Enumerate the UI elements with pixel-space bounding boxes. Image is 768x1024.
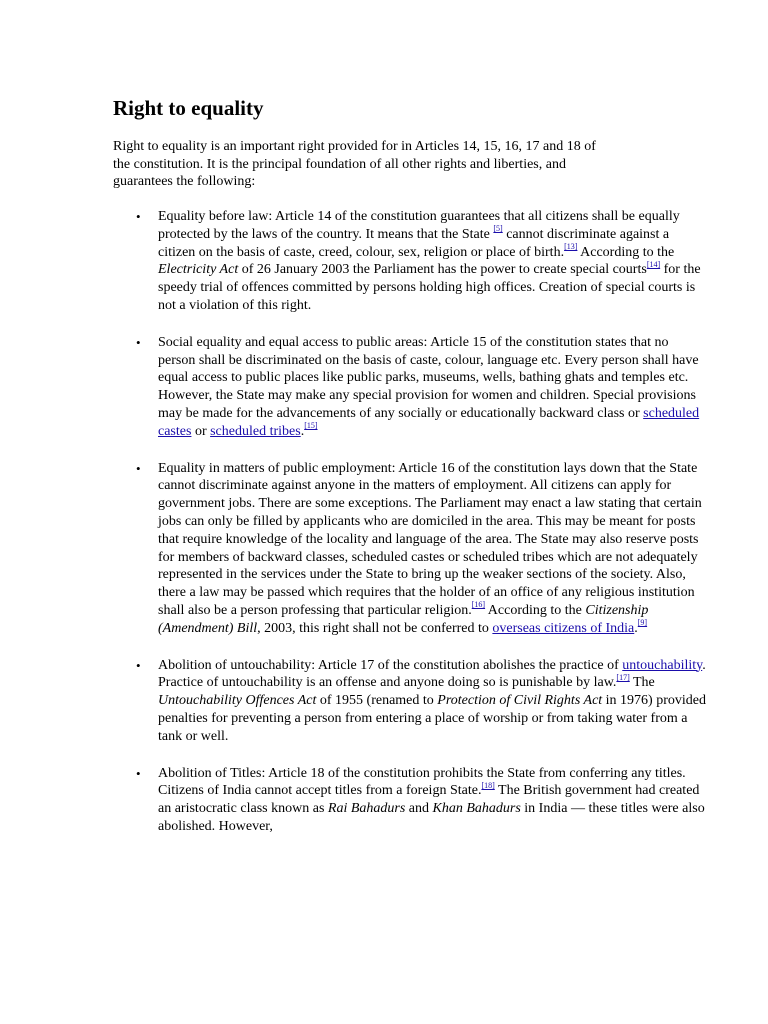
list-item-untouchability: [158, 657, 708, 746]
equality-list: [113, 208, 708, 836]
list-item-public-employment: [158, 460, 708, 638]
intro-paragraph: [113, 138, 643, 191]
citation: [472, 600, 485, 609]
intro-line: the constitution. It is the principal foundation of all other rights and liberties, and: [113, 156, 566, 172]
item-text: .: [300, 423, 305, 439]
scheduled-castes-link[interactable]: scheduled castes: [158, 405, 700, 439]
item-text: Equality before law: Article 14 of the constitution guarantees that all citizens shall be equally protected by the laws of the country. It means that the State: [158, 209, 680, 242]
citation: [493, 224, 502, 233]
item-text: and: [405, 801, 433, 817]
citation-link[interactable]: [18]: [481, 780, 495, 790]
item-text: in 1976) provided penalties for preventing a person from entering a place of worship or from taking water from a tank or well.: [158, 693, 706, 744]
intro-line: guarantees the following:: [113, 174, 256, 190]
citation-link[interactable]: [14]: [646, 259, 661, 269]
item-text: of 1955 (renamed to: [316, 693, 438, 709]
citation: [564, 242, 577, 251]
item-text: in India — these titles were also abolished. However,: [158, 801, 705, 834]
item-text: The: [629, 675, 655, 691]
title-name: Khan Bahadurs: [432, 801, 521, 817]
list-item-social-equality: [158, 334, 708, 441]
citation-link[interactable]: [16]: [471, 600, 486, 610]
item-text: Abolition of untouchability: Article 17 of the constitution abolishes the practice of: [158, 657, 623, 673]
list-item-abolition-of-titles: [158, 765, 708, 836]
untouchability-link[interactable]: untouchability: [622, 657, 703, 673]
item-text: . Practice of untouchability is an offense and anyone doing so is punishable by law.: [158, 657, 706, 691]
bill-name: Citizenship (Amendment) Bill: [158, 602, 649, 636]
item-text: .: [634, 620, 638, 636]
scheduled-tribes-link[interactable]: scheduled tribes: [210, 423, 301, 439]
item-text: The British government had created an aristocratic class known as: [158, 783, 700, 817]
title-name: Rai Bahadurs: [327, 801, 406, 817]
overseas-citizens-link[interactable]: overseas citizens of India: [492, 620, 635, 636]
item-text: or: [191, 423, 211, 439]
citation: [638, 618, 647, 627]
citation-link[interactable]: [15]: [304, 421, 318, 431]
item-text: , 2003, this right shall not be conferred to: [257, 620, 493, 636]
item-text: of 26 January 2003 the Parliament has the power to create special courts: [238, 262, 647, 278]
act-name: Untouchability Offences Act: [158, 693, 317, 709]
citation-link[interactable]: [13]: [564, 241, 578, 251]
item-text: Equality in matters of public employment: Article 16 of the constitution lays down that the State cannot discriminate against anyone in the matters of employment. All citizens can apply for government jobs. There are some exceptions. The Parliament may enact a law stating that certain jobs can only be filled by applicants who are domiciled in the area. This may be meant for posts that require knowledge of the locality and language of the area. The State may also reserve posts for members of backward classes, scheduled castes or scheduled tribes which are not adequately represented in the services under the State to bring up the weaker sections of the society. Also, there a law may be passed which requires that the holder of an office of any religious institution shall also be a person professing that particular religion.: [158, 460, 702, 618]
citation-link[interactable]: [17]: [616, 672, 630, 682]
item-text: Abolition of Titles: Article 18 of the constitution prohibits the State from conferring any titles. Citizens of India cannot accept titles from a foreign State.: [158, 765, 686, 799]
item-text: According to the: [577, 244, 675, 260]
citation-link[interactable]: [9]: [637, 618, 648, 628]
intro-line: Right to equality is an important right provided for in Articles 14, 15, 16, 17 and 18 of: [113, 139, 596, 154]
act-name: Protection of Civil Rights Act: [437, 693, 603, 709]
act-name: Electricity Act: [158, 262, 239, 278]
list-item-equality-before-law: [158, 208, 708, 315]
citation-link[interactable]: [5]: [493, 224, 503, 234]
citation: [647, 260, 660, 269]
item-text: Social equality and equal access to public areas: Article 15 of the constitution states that no person shall be discriminated on the basis of caste, colour, language etc. Every person shall have equal access to public places like public parks, museums, wells, bathing ghats and temples etc. However, the State may make any special provision for women and children. Special provisions may be made for the advancements of any socially or educationally backward class or: [158, 334, 699, 421]
citation: [304, 421, 317, 430]
citation: [616, 673, 629, 682]
item-text: According to the: [485, 602, 586, 618]
item-text: cannot discriminate against a citizen on the basis of caste, creed, colour, sex, religion or place of birth.: [158, 226, 670, 260]
item-text: for the speedy trial of offences committed by persons holding high offices. Creation of special courts is not a violation of this right.: [158, 262, 701, 313]
page-title: Right to equality: [113, 96, 264, 120]
citation: [481, 781, 494, 790]
